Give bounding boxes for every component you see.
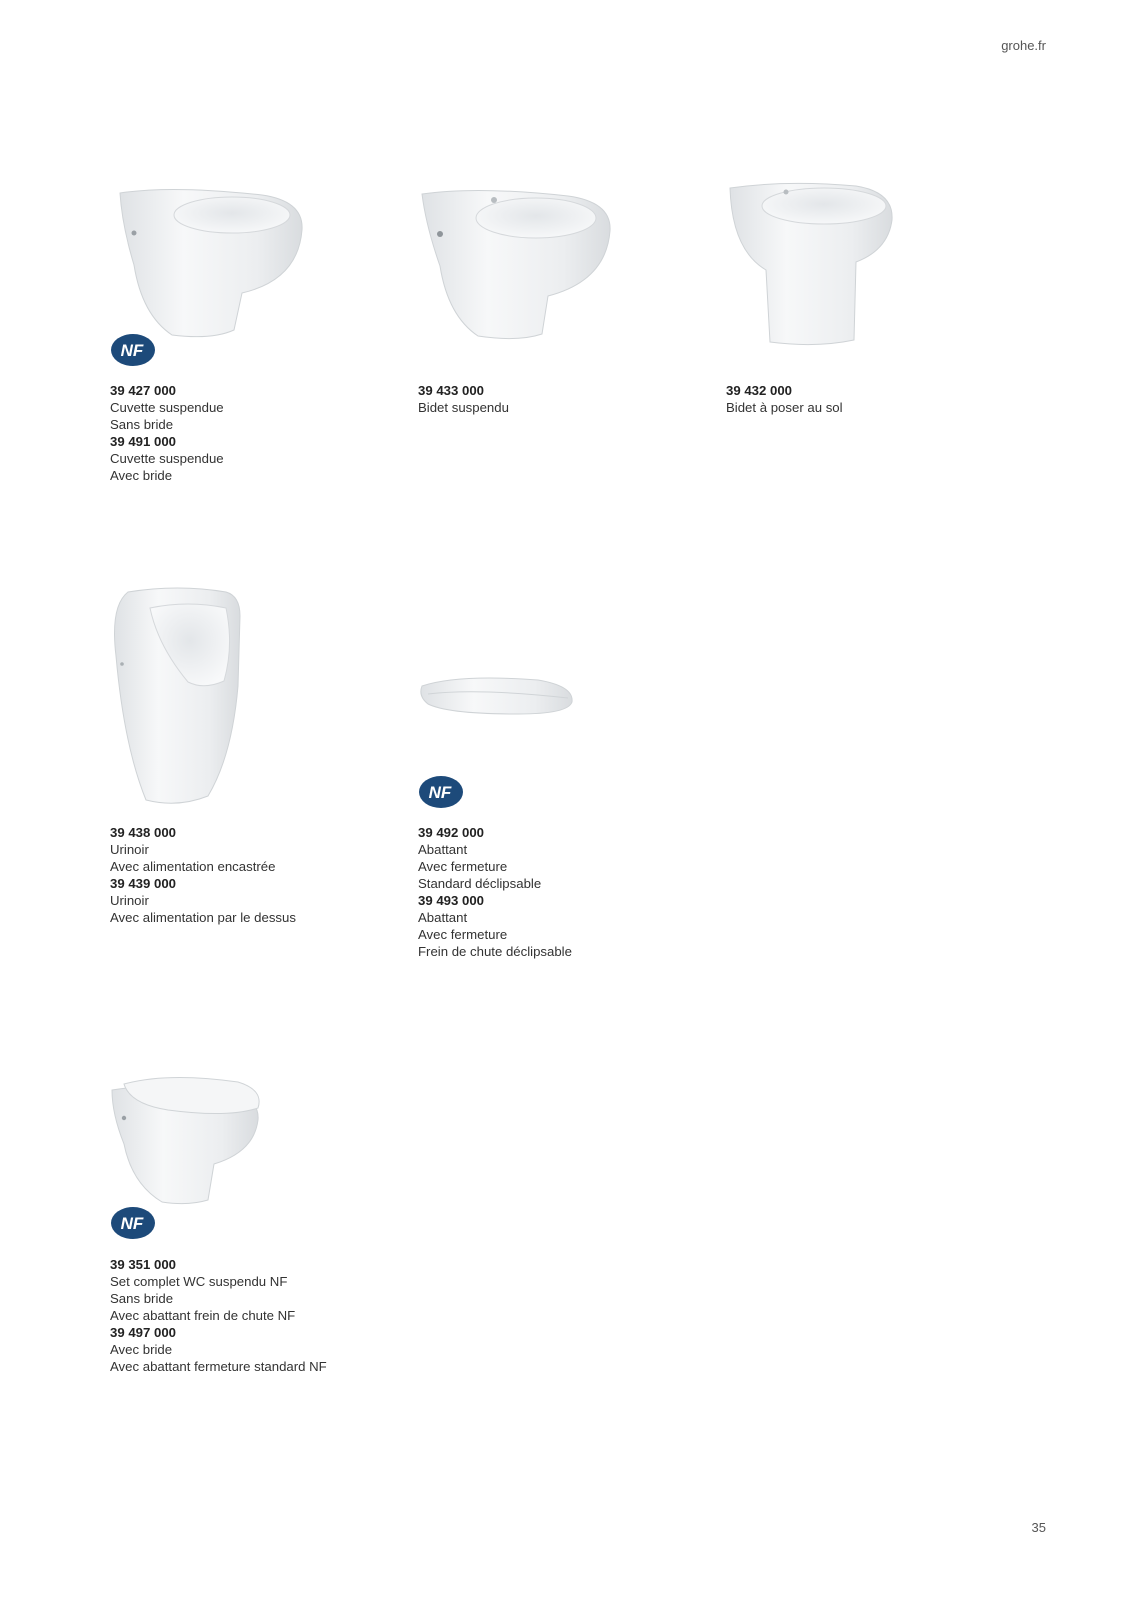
product-text (726, 382, 843, 416)
product-description: Urinoir (110, 893, 149, 908)
product-code: 39 351 000 (110, 1257, 177, 1272)
product-description: Avec alimentation encastrée (110, 859, 276, 874)
wall-hung-toilet-image (112, 185, 307, 340)
product-code: 39 492 000 (418, 825, 485, 840)
product-text (110, 382, 224, 484)
product-description: Bidet suspendu (418, 400, 509, 415)
wall-hung-bidet-image (418, 186, 614, 341)
toilet-seat-image (418, 674, 576, 718)
product-description: Standard déclipsable (418, 876, 542, 891)
product-description: Cuvette suspendue (110, 451, 224, 466)
page-number: 35 (1031, 1520, 1046, 1535)
product-code: 39 433 000 (418, 383, 485, 398)
product-description: Avec bride (110, 468, 173, 483)
product-description: Sans bride (110, 1291, 174, 1306)
toilet-set-image (108, 1074, 264, 1206)
urinal-image (108, 586, 244, 808)
svg-text:NF: NF (428, 783, 452, 802)
product-description: Avec fermeture (418, 927, 508, 942)
product-description: Abattant (418, 842, 468, 857)
product-code: 39 497 000 (110, 1325, 177, 1340)
product-description: Avec bride (110, 1342, 173, 1357)
product-description: Bidet à poser au sol (726, 400, 843, 415)
product-code: 39 493 000 (418, 893, 485, 908)
product-text (418, 824, 572, 960)
product-code: 39 438 000 (110, 825, 177, 840)
product-text (110, 824, 296, 926)
product-description: Set complet WC suspendu NF (110, 1274, 288, 1289)
product-description: Avec abattant fermeture standard NF (110, 1359, 327, 1374)
nf-certification-icon (418, 775, 464, 809)
product-description: Avec alimentation par le dessus (110, 910, 296, 925)
product-code: 39 432 000 (726, 383, 793, 398)
svg-text:NF: NF (120, 1214, 144, 1233)
nf-certification-icon (110, 333, 156, 367)
nf-certification-icon (110, 1206, 156, 1240)
product-description: Frein de chute déclipsable (418, 944, 572, 959)
product-description: Avec abattant frein de chute NF (110, 1308, 296, 1323)
product-description: Sans bride (110, 417, 174, 432)
product-text (418, 382, 509, 416)
floor-bidet-image (726, 180, 896, 350)
product-code: 39 491 000 (110, 434, 177, 449)
site-url: grohe.fr (1001, 38, 1046, 53)
product-description: Abattant (418, 910, 468, 925)
product-text (110, 1256, 327, 1375)
product-code: 39 427 000 (110, 383, 177, 398)
product-description: Urinoir (110, 842, 149, 857)
svg-text:NF: NF (120, 341, 144, 360)
product-code: 39 439 000 (110, 876, 177, 891)
product-description: Avec fermeture (418, 859, 508, 874)
product-description: Cuvette suspendue (110, 400, 224, 415)
